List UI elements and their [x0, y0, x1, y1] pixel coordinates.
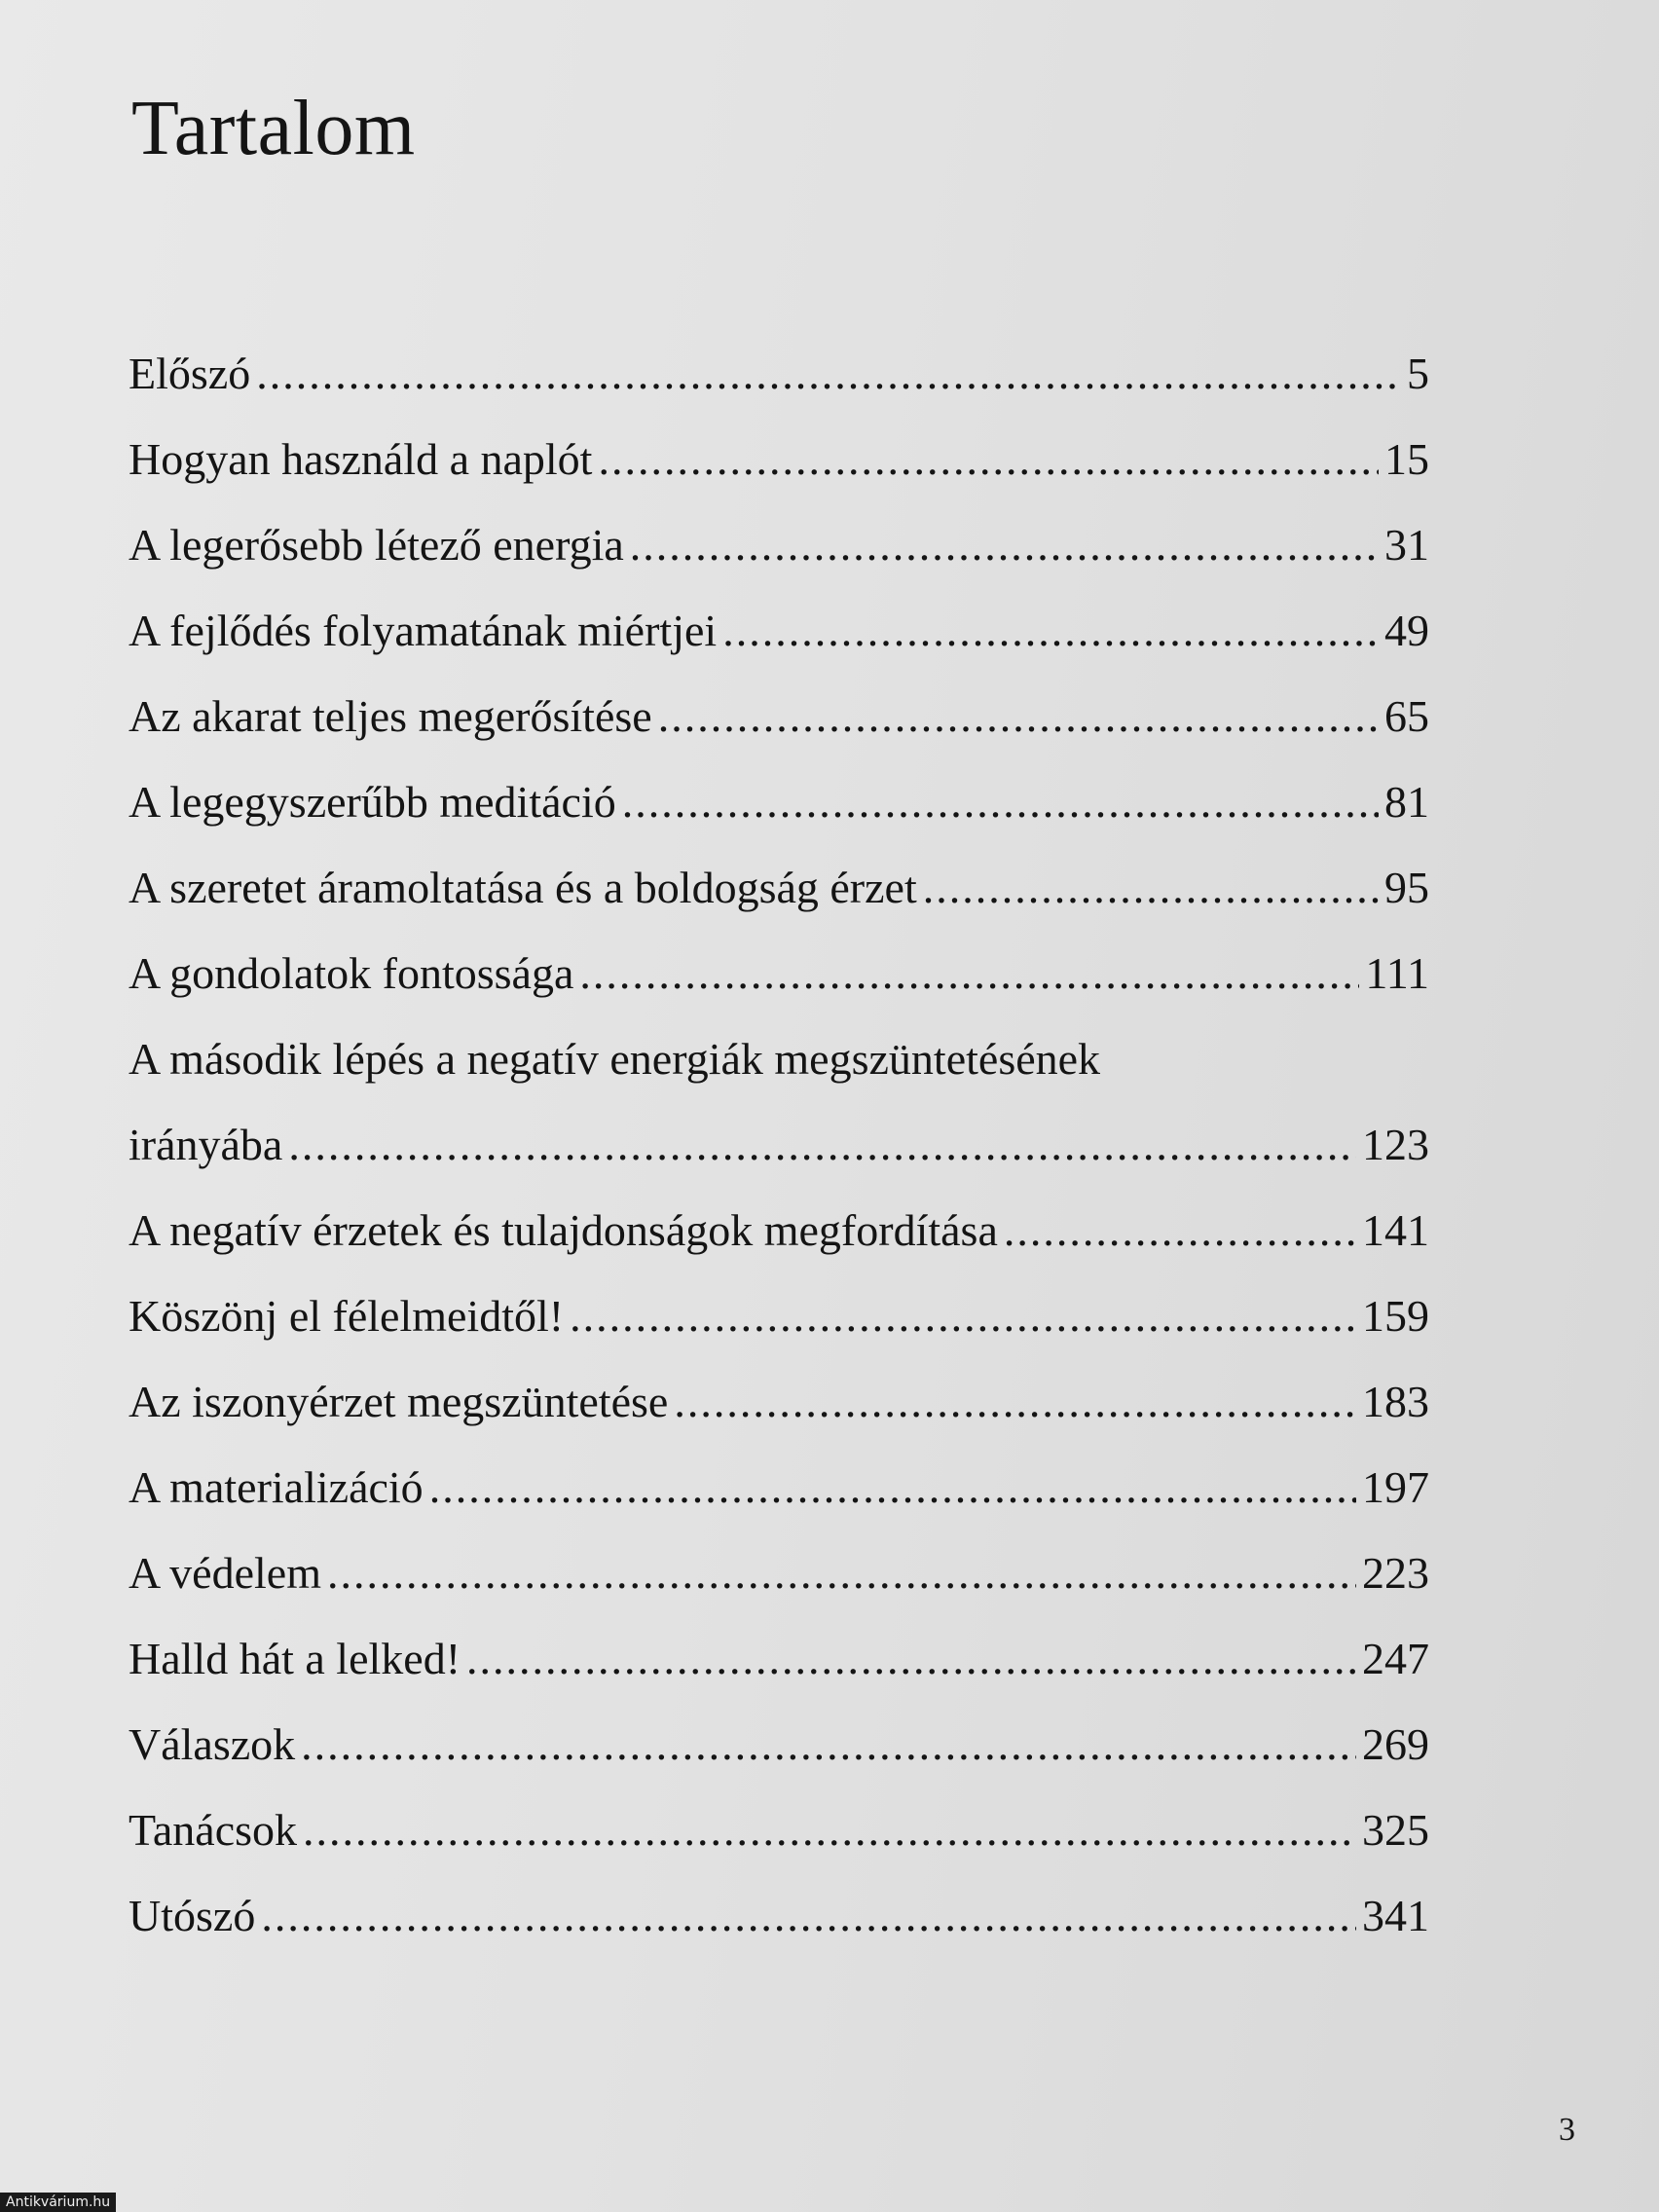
toc-entry-first-line [129, 1016, 1429, 1102]
toc-entry [129, 1445, 1429, 1530]
toc-entry-page: 183 [1362, 1377, 1429, 1426]
toc-entry-page: 159 [1362, 1291, 1429, 1341]
toc-entry [129, 931, 1429, 1016]
toc-entry-page: 49 [1384, 606, 1429, 655]
dot-leader [674, 1359, 1356, 1445]
dot-leader [261, 1873, 1356, 1959]
toc-entry-page: 31 [1384, 520, 1429, 570]
toc-entry-label: A fejlődés folyamatának miértjei [129, 606, 718, 655]
toc-entry-label: A legerősebb létező energia [129, 520, 624, 570]
toc-entry-label: Előszó [129, 349, 251, 398]
toc-entry-page: 95 [1384, 863, 1429, 912]
toc-entry-label: Hogyan használd a naplót [129, 434, 593, 484]
toc-entry-page: 223 [1362, 1548, 1429, 1598]
toc-entry [129, 588, 1429, 674]
dot-leader [327, 1530, 1356, 1616]
toc-entry-page: 247 [1362, 1634, 1429, 1683]
toc-entry [129, 1873, 1429, 1959]
toc-entry [129, 1702, 1429, 1788]
toc-entry [129, 417, 1429, 502]
toc-entry-label: Válaszok [129, 1719, 296, 1769]
toc-entry [129, 1359, 1429, 1445]
toc-entry-label: A legegyszerűbb meditáció [129, 777, 616, 827]
toc-entry [129, 1102, 1429, 1188]
toc-entry-label: Utószó [129, 1891, 256, 1940]
toc-entry-label: A negatív érzetek és tulajdonságok megfordítása [129, 1205, 998, 1255]
toc-entry [129, 502, 1429, 588]
toc-entry [129, 674, 1429, 759]
dot-leader [722, 588, 1379, 674]
dot-leader [570, 1273, 1356, 1359]
toc-entry-page: 15 [1384, 434, 1429, 484]
dot-leader [579, 931, 1359, 1016]
watermark-logo: Antikvárium.hu [0, 2193, 116, 2212]
toc-entry-page: 5 [1407, 349, 1429, 398]
dot-leader [1004, 1188, 1356, 1273]
toc-entry-label: Az akarat teljes megerősítése [129, 691, 652, 741]
dot-leader [466, 1616, 1356, 1702]
toc-entry [129, 331, 1429, 417]
toc-entry-page: 141 [1362, 1205, 1429, 1255]
toc-entry-label: Az iszonyérzet megszüntetése [129, 1377, 669, 1426]
toc-entry [129, 1188, 1429, 1273]
toc-entry-page: 65 [1384, 691, 1429, 741]
toc-entry-label: Halld hát a lelked! [129, 1634, 461, 1683]
dot-leader [658, 674, 1379, 759]
toc-entry [129, 1530, 1429, 1616]
toc-entry-page: 341 [1362, 1891, 1429, 1940]
table-of-contents [129, 331, 1429, 1959]
toc-entry-label: irányába [129, 1120, 283, 1169]
toc-entry-label: A második lépés a negatív energiák megszüntetésének [129, 1034, 1101, 1084]
dot-leader [256, 331, 1401, 417]
toc-entry-page: 325 [1362, 1805, 1429, 1855]
toc-entry-label: A materializáció [129, 1462, 424, 1512]
toc-entry-page: 81 [1384, 777, 1429, 827]
toc-entry-label: Köszönj el félelmeidtől! [129, 1291, 565, 1341]
toc-entry [129, 845, 1429, 931]
page-number: 3 [1559, 2112, 1575, 2148]
toc-entry [129, 1273, 1429, 1359]
dot-leader [429, 1445, 1356, 1530]
page-title: Tartalom [131, 86, 416, 171]
toc-entry-label: A gondolatok fontossága [129, 948, 574, 998]
toc-entry [129, 759, 1429, 845]
toc-entry-page: 123 [1362, 1120, 1429, 1169]
toc-entry-label: Tanácsok [129, 1805, 298, 1855]
toc-entry-page: 197 [1362, 1462, 1429, 1512]
dot-leader [923, 845, 1379, 931]
dot-leader [303, 1788, 1356, 1873]
toc-entry-label: A szeretet áramoltatása és a boldogság érzet [129, 863, 917, 912]
dot-leader [622, 759, 1379, 845]
toc-entry [129, 1788, 1429, 1873]
dot-leader [288, 1102, 1356, 1188]
dot-leader [598, 417, 1379, 502]
toc-entry [129, 1616, 1429, 1702]
toc-entry-page: 111 [1365, 948, 1429, 998]
dot-leader [630, 502, 1379, 588]
toc-entry-page: 269 [1362, 1719, 1429, 1769]
toc-entry-label: A védelem [129, 1548, 321, 1598]
dot-leader [301, 1702, 1356, 1788]
